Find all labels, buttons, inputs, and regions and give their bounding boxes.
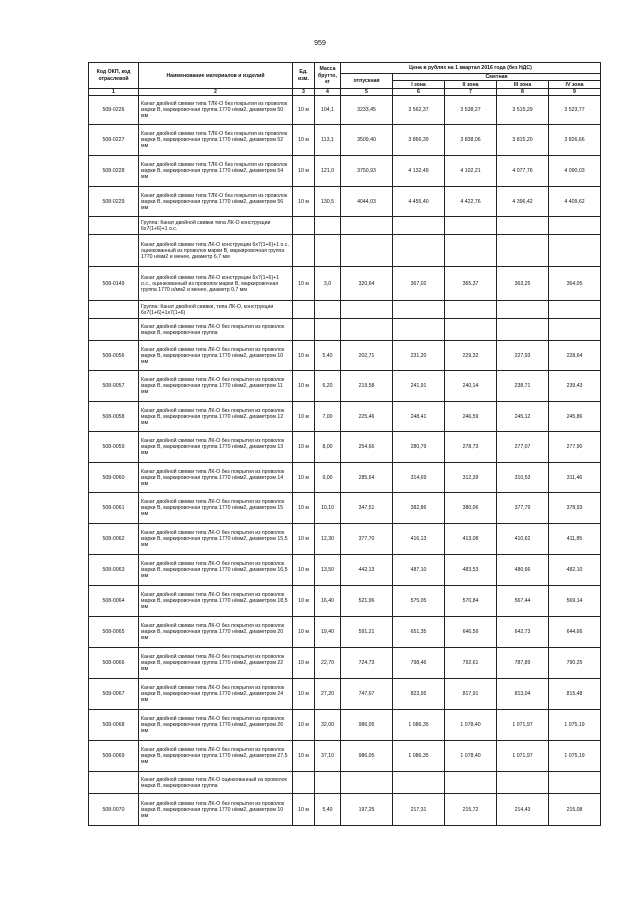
cell-price-otpusknaya: 219,58 [341,371,393,402]
cell-price-zone4: 4 409,62 [549,187,601,217]
cell-code-empty [89,217,139,235]
cell-code-empty [89,235,139,267]
cell-empty [445,772,497,794]
header-price-title: Цена в рублях на 1 квартал 2016 года (без НДС) [341,63,601,74]
cell-price-zone3: 4 077,76 [497,156,549,187]
cell-unit: 10 м [293,402,315,432]
cell-code: 508-0149 [89,267,139,301]
cell-price-zone1: 3 562,37 [393,96,445,125]
price-table [88,62,601,826]
cell-price-otpusknaya: 724,73 [341,648,393,679]
table-row [89,586,601,617]
cell-mass: 121,0 [315,156,341,187]
table-row [89,463,601,493]
cell-unit: 10 м [293,432,315,463]
header-index: 7 [445,89,497,96]
cell-name: Канат двойной свивки типа ЛК-О без покрытия из проволок марки В, маркировочная группа 1770 н/мм2, диаметром 15 мм [139,493,293,524]
cell-mass: 13,50 [315,555,341,586]
table-row [89,555,601,586]
cell-price-zone1: 416,13 [393,524,445,555]
cell-name: Канат двойной свивки типа ЛК-О без покрытия из проволок марки В, маркировочная группа 1770 н/мм2, диаметром 27,5 мм [139,741,293,772]
cell-empty [293,772,315,794]
header-index: 5 [341,89,393,96]
cell-empty [393,301,445,319]
table-row [89,524,601,555]
cell-unit: 10 м [293,648,315,679]
cell-code: 508-0062 [89,524,139,555]
cell-price-zone3: 377,79 [497,493,549,524]
cell-empty [445,319,497,341]
cell-code: 508-0057 [89,371,139,402]
header-mass: Масса брутто, кг [315,63,341,89]
table-row [89,402,601,432]
cell-unit: 10 м [293,96,315,125]
cell-price-zone1: 575,05 [393,586,445,617]
cell-unit: 10 м [293,187,315,217]
cell-code: 508-0064 [89,586,139,617]
cell-price-otpusknaya: 225,46 [341,402,393,432]
cell-price-otpusknaya: 986,05 [341,710,393,741]
cell-name: Канат двойной свивки типа ТЛК-О без покрытия из проволок марки В, маркировочная группа 1770 н/мм2, диаметром 56 мм [139,187,293,217]
cell-name: Канат двойной свивки типа ЛК-О без покрытия из проволок марки В, маркировочная группа 1770 н/мм2, диаметром 26 мм [139,710,293,741]
cell-empty [497,217,549,235]
subgroup-title: Канат двойной свивки типа ЛК-О без покрытия из проволок марки В, маркировочная группа [139,319,293,341]
cell-price-otpusknaya: 3233,45 [341,96,393,125]
cell-price-zone2: 3 538,27 [445,96,497,125]
cell-mass: 37,10 [315,741,341,772]
cell-empty [315,319,341,341]
group-title: Группа: Канат двойной свивки типа ЛК-О конструкции 6х7(1+6)+1 о.с. [139,217,293,235]
cell-price-zone1: 280,79 [393,432,445,463]
cell-mass: 6,20 [315,371,341,402]
cell-empty [293,217,315,235]
cell-price-zone4: 790,25 [549,648,601,679]
cell-price-otpusknaya: 3750,93 [341,156,393,187]
cell-price-zone4: 378,93 [549,493,601,524]
cell-empty [293,301,315,319]
header-index: 9 [549,89,601,96]
cell-code: 508-0227 [89,125,139,156]
cell-mass: 27,20 [315,679,341,710]
cell-empty [293,319,315,341]
cell-price-zone3: 245,12 [497,402,549,432]
cell-empty [341,217,393,235]
cell-price-zone2: 365,37 [445,267,497,301]
cell-empty [497,319,549,341]
cell-empty [497,235,549,267]
cell-unit: 10 м [293,741,315,772]
cell-code: 508-0067 [89,679,139,710]
cell-price-zone3: 813,04 [497,679,549,710]
cell-empty [445,301,497,319]
cell-price-otpusknaya: 3509,40 [341,125,393,156]
cell-price-zone4: 215,08 [549,794,601,826]
table-row [89,794,601,826]
table-row [89,156,601,187]
cell-price-zone1: 4 455,40 [393,187,445,217]
cell-empty [341,319,393,341]
cell-price-zone2: 1 078,40 [445,710,497,741]
header-name: Наименование материалов и изделий [139,63,293,89]
subgroup-row [89,235,601,267]
cell-price-zone2: 246,59 [445,402,497,432]
cell-mass: 3,0 [315,267,341,301]
cell-mass: 104,1 [315,96,341,125]
header-index: 3 [293,89,315,96]
cell-empty [549,301,601,319]
cell-unit: 10 м [293,710,315,741]
cell-price-zone3: 238,71 [497,371,549,402]
cell-price-zone3: 567,44 [497,586,549,617]
cell-price-zone3: 1 071,97 [497,710,549,741]
header-index: 1 [89,89,139,96]
cell-price-zone1: 823,95 [393,679,445,710]
cell-name: Канат двойной свивки типа ЛК-О без покрытия из проволок марки В, маркировочная группа 1770 н/мм2, диаметром 18,5 мм [139,586,293,617]
cell-price-zone2: 278,73 [445,432,497,463]
table-row [89,125,601,156]
cell-price-zone3: 310,53 [497,463,549,493]
cell-empty [341,772,393,794]
cell-price-zone4: 311,46 [549,463,601,493]
cell-price-zone1: 3 866,39 [393,125,445,156]
cell-price-zone4: 1 075,19 [549,710,601,741]
subgroup-row [89,319,601,341]
cell-name: Канат двойной свивки типа ЛК-О конструкции 6х7(1+6)+1 о.с., оцинкованный из проволок марки В, маркировочная группа 1770 н/мм2 и менее, диаметр 0,7 мм [139,267,293,301]
cell-price-otpusknaya: 591,21 [341,617,393,648]
cell-mass: 22,70 [315,648,341,679]
table-row [89,96,601,125]
cell-price-zone4: 815,48 [549,679,601,710]
header-zone1: I зона [393,81,445,89]
cell-price-zone4: 4 090,03 [549,156,601,187]
cell-empty [497,772,549,794]
cell-empty [315,217,341,235]
cell-price-zone1: 314,69 [393,463,445,493]
header-unit: Ед. изм. [293,63,315,89]
cell-name: Канат двойной свивки типа ЛК-О без покрытия из проволок марки В, маркировочная группа 1770 н/мм2, диаметром 20 мм [139,617,293,648]
cell-price-zone4: 364,05 [549,267,601,301]
cell-price-zone1: 241,91 [393,371,445,402]
table-row [89,617,601,648]
cell-price-zone4: 482,10 [549,555,601,586]
table-row [89,493,601,524]
cell-price-zone3: 227,93 [497,341,549,371]
subgroup-row [89,772,601,794]
cell-name: Канат двойной свивки типа ЛК-О без покрытия из проволок марки В, маркировочная группа 1770 н/мм2, диаметром 15,5 мм [139,524,293,555]
cell-name: Канат двойной свивки типа ЛК-О без покрытия из проволок марки В, маркировочная группа 1770 н/мм2, диаметром 14 мм [139,463,293,493]
cell-empty [497,301,549,319]
cell-price-otpusknaya: 320,64 [341,267,393,301]
cell-mass: 32,00 [315,710,341,741]
cell-price-zone1: 248,41 [393,402,445,432]
cell-price-otpusknaya: 377,70 [341,524,393,555]
cell-unit: 10 м [293,156,315,187]
header-index: 6 [393,89,445,96]
cell-mass: 7,00 [315,402,341,432]
cell-code: 508-0065 [89,617,139,648]
header-otpusknaya: отпускная [341,74,393,89]
cell-price-otpusknaya: 521,96 [341,586,393,617]
cell-unit: 10 м [293,341,315,371]
cell-price-zone2: 4 422,76 [445,187,497,217]
cell-price-zone2: 215,72 [445,794,497,826]
cell-code: 508-0060 [89,463,139,493]
cell-price-zone3: 4 396,42 [497,187,549,217]
cell-price-zone2: 483,53 [445,555,497,586]
cell-mass: 10,10 [315,493,341,524]
cell-code: 508-0229 [89,187,139,217]
cell-price-zone1: 382,86 [393,493,445,524]
cell-price-otpusknaya: 4044,03 [341,187,393,217]
cell-empty [445,235,497,267]
cell-empty [445,217,497,235]
cell-price-zone1: 487,10 [393,555,445,586]
cell-price-zone4: 569,14 [549,586,601,617]
cell-price-zone2: 413,08 [445,524,497,555]
header-zone4: IV зона [549,81,601,89]
cell-unit: 10 м [293,493,315,524]
cell-price-zone1: 367,02 [393,267,445,301]
cell-price-otpusknaya: 747,67 [341,679,393,710]
cell-empty [549,772,601,794]
cell-price-zone2: 380,06 [445,493,497,524]
cell-empty [315,772,341,794]
cell-name: Канат двойной свивки типа ЛК-О без покрытия из проволок марки В, маркировочная группа 1770 н/мм2, диаметром 16,5 мм [139,555,293,586]
cell-code: 508-0056 [89,341,139,371]
cell-price-zone3: 277,07 [497,432,549,463]
table-row [89,710,601,741]
header-index-row [89,89,601,96]
cell-mass: 5,40 [315,794,341,826]
cell-code: 508-0066 [89,648,139,679]
header-zone3: III зона [497,81,549,89]
cell-code: 508-0061 [89,493,139,524]
cell-unit: 10 м [293,371,315,402]
cell-price-zone4: 277,90 [549,432,601,463]
table-row [89,648,601,679]
cell-price-zone3: 642,73 [497,617,549,648]
cell-price-zone3: 363,25 [497,267,549,301]
cell-price-zone3: 410,62 [497,524,549,555]
cell-price-zone2: 312,39 [445,463,497,493]
group-row [89,301,601,319]
cell-empty [341,235,393,267]
cell-price-zone2: 4 102,21 [445,156,497,187]
cell-price-zone2: 817,91 [445,679,497,710]
cell-price-zone4: 245,86 [549,402,601,432]
cell-price-zone1: 651,35 [393,617,445,648]
cell-mass: 16,40 [315,586,341,617]
cell-mass: 9,00 [315,463,341,493]
cell-price-zone2: 229,32 [445,341,497,371]
cell-empty [549,235,601,267]
cell-code: 508-0070 [89,794,139,826]
cell-mass: 19,40 [315,617,341,648]
cell-name: Канат двойной свивки типа ЛК-О без покрытия из проволок марки В, маркировочная группа 1770 н/мм2, диаметром 10 мм [139,341,293,371]
subgroup-title: Канат двойной свивки типа ЛК-О конструкции 6х7(1+6)+1 о.с. оцинкованный из проволок марки В, маркировочная группа 1770 н/мм2 и менее, диаметр 6,7 мм [139,235,293,267]
cell-price-otpusknaya: 202,71 [341,341,393,371]
cell-name: Канат двойной свивки типа ЛК-О без покрытия из проволок марки В, маркировочная группа 1770 н/мм2, диаметром 22 мм [139,648,293,679]
header-zone2: II зона [445,81,497,89]
cell-price-zone1: 1 086,35 [393,710,445,741]
cell-code-empty [89,772,139,794]
cell-price-zone4: 3 826,66 [549,125,601,156]
table-row [89,267,601,301]
cell-price-zone2: 792,61 [445,648,497,679]
header-index: 8 [497,89,549,96]
cell-price-otpusknaya: 197,25 [341,794,393,826]
cell-price-zone4: 228,64 [549,341,601,371]
header-smetnaya: Сметная [393,74,601,81]
header-index: 4 [315,89,341,96]
cell-price-zone4: 3 523,77 [549,96,601,125]
cell-mass: 8,00 [315,432,341,463]
cell-price-zone1: 231,20 [393,341,445,371]
cell-name: Канат двойной свивки типа ЛК-О без покрытия из проволок марки В, маркировочная группа 1770 н/мм2, диаметром 11 мм [139,371,293,402]
table-row [89,341,601,371]
cell-unit: 10 м [293,555,315,586]
cell-price-zone4: 644,66 [549,617,601,648]
cell-price-otpusknaya: 254,66 [341,432,393,463]
cell-mass: 5,40 [315,341,341,371]
cell-empty [393,235,445,267]
cell-unit: 10 м [293,125,315,156]
cell-price-zone3: 214,43 [497,794,549,826]
cell-price-zone1: 798,46 [393,648,445,679]
cell-name: Канат двойной свивки типа ЛК-О без покрытия из проволок марки В, маркировочная группа 1770 н/мм2, диаметром 24 мм [139,679,293,710]
cell-unit: 10 м [293,679,315,710]
cell-price-zone2: 1 078,40 [445,741,497,772]
cell-name: Канат двойной свивки типа ТЛК-О без покрытия из проволок марки В, маркировочная группа 1770 н/мм2, диаметром 50 мм [139,96,293,125]
cell-empty [393,772,445,794]
cell-price-zone4: 239,43 [549,371,601,402]
cell-price-zone3: 1 071,97 [497,741,549,772]
table-row [89,679,601,710]
cell-price-zone1: 4 132,49 [393,156,445,187]
cell-empty [315,301,341,319]
cell-price-otpusknaya: 285,64 [341,463,393,493]
table-row [89,371,601,402]
cell-name: Канат двойной свивки типа ЛК-О без покрытия из проволок марки В, маркировочная группа 1770 н/мм2, диаметром 13 мм [139,432,293,463]
cell-unit: 10 м [293,794,315,826]
cell-mass: 113,1 [315,125,341,156]
cell-price-zone2: 646,59 [445,617,497,648]
cell-unit: 10 м [293,524,315,555]
cell-unit: 10 м [293,267,315,301]
cell-code: 508-0228 [89,156,139,187]
cell-empty [549,319,601,341]
cell-price-zone3: 787,89 [497,648,549,679]
cell-code: 508-0068 [89,710,139,741]
header-code: Код ОКП, код отраслевой [89,63,139,89]
cell-name: Канат двойной свивки типа ЛК-О без покрытия из проволок марки В, маркировочная группа 1770 н/мм2, диаметром 10 мм [139,794,293,826]
cell-empty [293,235,315,267]
cell-price-zone4: 411,85 [549,524,601,555]
cell-price-zone3: 480,66 [497,555,549,586]
cell-mass: 12,30 [315,524,341,555]
cell-unit: 10 м [293,617,315,648]
cell-code: 508-0059 [89,432,139,463]
cell-price-zone2: 3 838,06 [445,125,497,156]
cell-name: Канат двойной свивки типа ЛК-О без покрытия из проволок марки В, маркировочная группа 1770 н/мм2, диаметром 12 мм [139,402,293,432]
cell-price-zone2: 570,84 [445,586,497,617]
cell-code-empty [89,319,139,341]
subgroup-title: Канат двойной свивки типа ЛК-О оцинкованный из проволок марки В, маркировочная группа [139,772,293,794]
cell-empty [549,217,601,235]
cell-empty [393,217,445,235]
page-number: 959 [314,40,326,47]
cell-unit: 10 м [293,463,315,493]
table-row [89,741,601,772]
cell-empty [393,319,445,341]
cell-empty [341,301,393,319]
cell-price-zone2: 240,14 [445,371,497,402]
header-index: 2 [139,89,293,96]
cell-empty [315,235,341,267]
cell-price-zone3: 3 815,20 [497,125,549,156]
cell-code: 508-0058 [89,402,139,432]
group-row [89,217,601,235]
cell-price-zone3: 3 515,29 [497,96,549,125]
table-row [89,187,601,217]
group-title: Группа: Канат двойной свивки, типа ЛК-О, конструкции 6х7(1+6)+1х7(1+6) [139,301,293,319]
cell-code: 508-0226 [89,96,139,125]
table-body [89,96,601,826]
cell-name: Канат двойной свивки типа ТЛК-О без покрытия из проволок марки В, маркировочная группа 1770 н/мм2, диаметром 54 мм [139,156,293,187]
cell-price-zone1: 217,31 [393,794,445,826]
cell-unit: 10 м [293,586,315,617]
cell-price-zone1: 1 086,35 [393,741,445,772]
cell-price-otpusknaya: 347,51 [341,493,393,524]
cell-price-otpusknaya: 986,05 [341,741,393,772]
cell-name: Канат двойной свивки типа ТЛК-О без покрытия из проволок марки В, маркировочная группа 1770 н/мм2, диаметром 52 мм [139,125,293,156]
table-row [89,432,601,463]
cell-code-empty [89,301,139,319]
cell-code: 508-0063 [89,555,139,586]
cell-code: 508-0069 [89,741,139,772]
cell-price-zone4: 1 075,19 [549,741,601,772]
cell-price-otpusknaya: 442,13 [341,555,393,586]
cell-mass: 130,5 [315,187,341,217]
